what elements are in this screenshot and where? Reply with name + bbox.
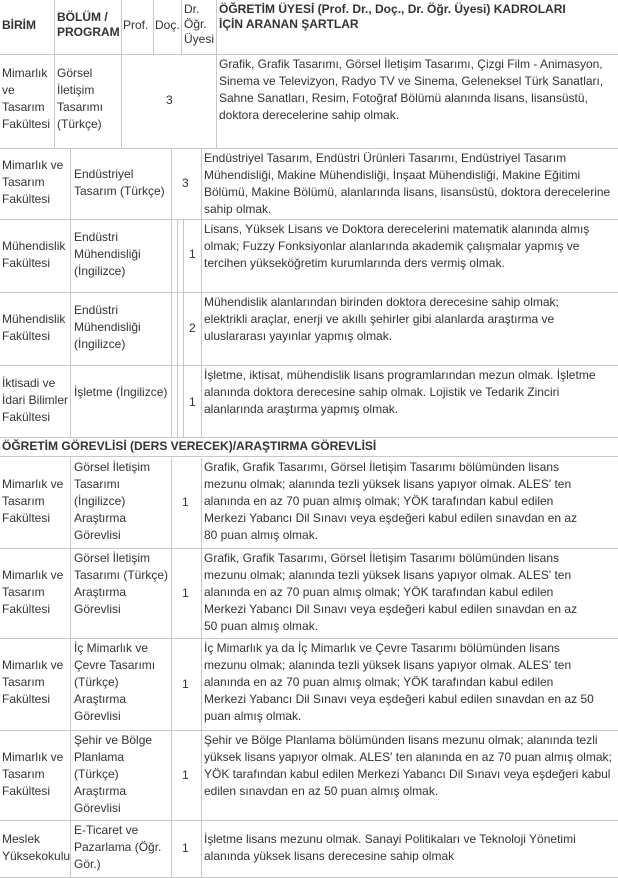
header-bolum: BÖLÜM / PROGRAM	[57, 10, 120, 39]
row-count: 3	[182, 176, 189, 190]
row-sartlar: Lisans, Yüksek Lisans ve Doktora derecelerini matematik alanında almış olmak; Fuzzy Fonksiyonlar alanlarında akademik çalışmalar yapmış ve tercihen yükseköğretim kurumlarında ders vermiş olmak.	[204, 222, 590, 270]
row-birim: Mimarlık ve Tasarım Fakültesi	[2, 477, 64, 525]
table-row	[0, 639, 618, 731]
table-row	[0, 549, 618, 639]
row-bolum: İşletme (İngilizce)	[74, 385, 168, 399]
row-sartlar: Mühendislik alanlarından birinden doktora derecesine sahip olmak; elektrikli araçlar, enerji ve akıllı şehirler gibi alanlarda araştırma ve uluslararası yayınlar yapmış olmak.	[204, 295, 559, 343]
table-row	[0, 293, 618, 366]
row-count: 1	[182, 677, 189, 691]
row-sartlar: İç Mimarlık ya da İç Mimarlık ve Çevre Tasarımı bölümünden lisans mezunu olmak; alanında tezli yüksek lisans yapıyor olmak. ALES' ten alanında en az 70 puan almış olmak; YÖK tarafından kabul edilen Merkezi Yabancı Dil Sınavı veya eşdeğeri kabul edilen sınavdan en az 50 puan almış olmak.	[204, 641, 594, 723]
row-count: 1	[182, 495, 189, 509]
header-birim: BİRİM	[2, 18, 36, 32]
row-bolum: İç Mimarlık ve Çevre Tasarımı (Türkçe) Araştırma Görevlisi	[74, 641, 156, 723]
section-title: ÖĞRETİM GÖREVLİSİ (DERS VERECEK)/ARAŞTIRMA GÖREVLİSİ	[0, 438, 618, 457]
row-sartlar: Endüstriyel Tasarım, Endüstri Ürünleri Tasarımı, Endüstriyel Tasarım Mühendisliği, Makine Mühendisliği, İnşaat Mühendisliği, Makine Eğitimi Bölümü, Makine Bölümü, alanlarında lisans, lisansüstü, doktora derecelerine sahip olmak.	[204, 151, 611, 216]
row-bolum: Şehir ve Bölge Planlama (Türkçe) Araştırma Görevlisi	[74, 733, 153, 815]
row-bolum: Endüstri Mühendisliği (İngilizce)	[74, 303, 141, 351]
header-dr: Dr. Öğr. Üyesi	[184, 2, 215, 46]
table-row	[0, 55, 618, 149]
row-birim: Mühendislik Fakültesi	[2, 239, 66, 270]
table-row	[0, 731, 618, 821]
row-count: 1	[189, 395, 196, 409]
row-count: 2	[189, 321, 196, 335]
row-birim: Meslek Yüksekokulu	[2, 832, 71, 863]
row-count: 1	[182, 586, 189, 600]
row-bolum: E-Ticaret ve Pazarlama (Öğr. Gör.)	[74, 823, 162, 871]
row-birim: Mimarlık ve Tasarım Fakültesi	[2, 750, 64, 798]
header-doc: Doç.	[155, 18, 180, 32]
row-birim: Mimarlık ve Tasarım Fakültesi	[2, 568, 64, 616]
row-sartlar: Grafik, Grafik Tasarımı, Görsel İletişim Tasarımı, Çizgi Film - Animasyon, Sinema ve Televizyon, Radyo TV ve Sinema, Geleneksel Türk Sanatları, Sahne Sanatları, Resim, Fotoğraf Bölümü alanında lisans, lisansüstü, doktora derecelerine sahip olmak.	[219, 57, 604, 122]
row-bolum: Görsel İletişim Tasarımı (İngilizce) Araştırma Görevlisi	[74, 460, 151, 542]
row-bolum: Endüstriyel Tasarım (Türkçe)	[74, 167, 165, 198]
row-sartlar: İşletme lisans mezunu olmak. Sanayi Politikaları ve Teknoloji Yönetimi alanında yüksek lisans derecesine sahip olmak	[204, 832, 576, 863]
table-row	[0, 366, 618, 438]
table-row	[0, 821, 618, 878]
header-prof: Prof.	[123, 18, 149, 32]
table-row	[0, 458, 618, 549]
row-count: 1	[189, 247, 196, 261]
row-birim: Mimarlık ve Tasarım Fakültesi	[2, 158, 64, 206]
row-sartlar: Şehir ve Bölge Planlama bölümünden lisans mezunu olmak; alanında tezli yüksek lisans yapıyor olmak. ALES' ten alanında en az 70 puan almış olmak; YÖK tarafından kabul edilen Merkezi Yabancı Dil Sınavı veya eşdeğeri kabul edilen sınavdan en az 50 puan almış olmak.	[204, 733, 612, 798]
row-birim: Mimarlık ve Tasarım Fakültesi	[2, 658, 64, 706]
row-count: 3	[166, 93, 173, 107]
row-count: 1	[182, 841, 189, 855]
table-header	[0, 0, 618, 55]
row-bolum: Görsel İletişim Tasarımı (Türkçe) Araştırma Görevlisi	[74, 551, 169, 616]
row-bolum: Görsel İletişim Tasarımı (Türkçe)	[57, 66, 104, 131]
row-birim: İktisadi ve İdari Bilimler Fakültesi	[2, 376, 69, 424]
row-sartlar: Grafik, Grafik Tasarımı, Görsel İletişim Tasarımı bölümünden lisans mezunu olmak; alanında tezli yüksek lisans yapıyor olmak. ALES' ten alanında en az 70 puan almış olmak; YÖK tarafından kabul edilen Merkezi Yabancı Dil Sınavı veya eşdeğeri kabul edilen sınavdan en az 50 puan almış olmak.	[204, 551, 578, 633]
row-sartlar: İşletme, iktisat, mühendislik lisans programlarından mezun olmak. İşletme alanında doktora derecesine sahip olmak. Lojistik ve Tedarik Zinciri alanlarında araştırma yapmış olmak.	[204, 368, 596, 416]
row-count: 1	[182, 768, 189, 782]
row-birim: Mimarlık ve Tasarım Fakültesi	[2, 66, 51, 131]
row-sartlar: Grafik, Grafik Tasarımı, Görsel İletişim Tasarımı bölümünden lisans mezunu olmak; alanında tezli yüksek lisans yapıyor olmak. ALES' ten alanında en az 70 puan almış olmak; YÖK tarafından kabul edilen Merkezi Yabancı Dil Sınavı veya eşdeğeri kabul edilen sınavdan en az 80 puan almış olmak.	[204, 460, 578, 542]
table-row	[0, 220, 618, 293]
row-bolum: Endüstri Mühendisliği (İngilizce)	[74, 230, 141, 278]
header-title: ÖĞRETİM ÜYESİ (Prof. Dr., Doç., Dr. Öğr. Üyesi) KADROLARI İÇİN ARANAN ŞARTLAR	[219, 2, 566, 31]
row-birim: Mühendislik Fakültesi	[2, 312, 66, 343]
table-row	[0, 149, 618, 220]
